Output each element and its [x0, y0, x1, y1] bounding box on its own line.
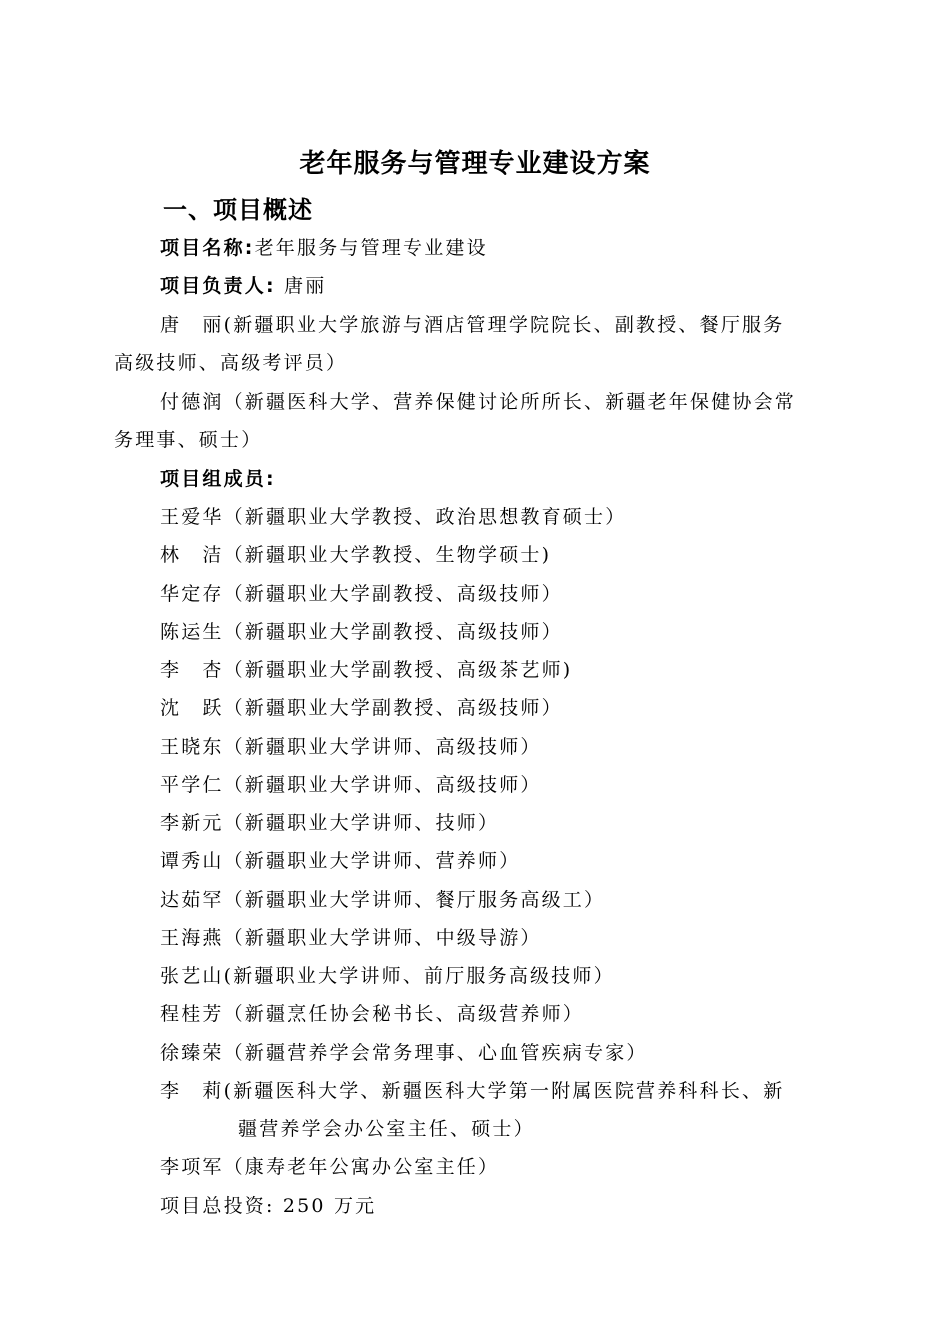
project-leader-label: 项目负责人:	[160, 275, 276, 297]
member-line: 李项军（康寿老年公寓办公室主任）	[160, 1156, 500, 1178]
project-name-line	[160, 233, 488, 263]
project-name-label: 项目名称:	[160, 237, 255, 259]
leader-entry-line: 付德润（新疆医科大学、营养保健讨论所所长、新疆老年保健协会常	[160, 391, 797, 413]
total-investment-line: 项目总投资: 250 万元	[160, 1195, 377, 1217]
leader-entry-continuation: 务理事、硕士）	[114, 429, 263, 451]
project-name-value: 老年服务与管理专业建设	[254, 237, 488, 259]
member-line: 平学仁（新疆职业大学讲师、高级技师）	[160, 774, 542, 796]
member-line-continuation: 疆营养学会办公室主任、硕士）	[238, 1118, 535, 1140]
leader-entry-continuation: 高级技师、高级考评员）	[114, 352, 348, 374]
members-label: 项目组成员:	[160, 468, 276, 490]
member-line: 王晓东（新疆职业大学讲师、高级技师）	[160, 736, 542, 758]
member-line: 林 洁（新疆职业大学教授、生物学硕士)	[160, 544, 552, 566]
member-line: 徐臻荣（新疆营养学会常务理事、心血管疾病专家）	[160, 1042, 648, 1064]
member-line: 陈运生（新疆职业大学副教授、高级技师）	[160, 621, 563, 643]
member-line: 李新元（新疆职业大学讲师、技师）	[160, 812, 500, 834]
member-line: 沈 跃（新疆职业大学副教授、高级技师）	[160, 697, 563, 719]
document-title: 老年服务与管理专业建设方案	[299, 149, 651, 179]
project-leader-value: 唐丽	[275, 275, 327, 297]
member-line: 张艺山(新疆职业大学讲师、前厅服务高级技师）	[160, 965, 615, 987]
member-line: 谭秀山（新疆职业大学讲师、营养师）	[160, 850, 521, 872]
member-line: 李 莉(新疆医科大学、新疆医科大学第一附属医院营养科科长、新	[160, 1080, 785, 1102]
member-line: 达茹罕（新疆职业大学讲师、餐厅服务高级工）	[160, 889, 606, 911]
member-line: 华定存（新疆职业大学副教授、高级技师）	[160, 583, 563, 605]
member-line: 王爱华（新疆职业大学教授、政治思想教育硕士）	[160, 506, 627, 528]
leader-entry-line: 唐 丽(新疆职业大学旅游与酒店管理学院院长、副教授、餐厅服务	[160, 314, 785, 336]
member-line: 程桂芳（新疆烹任协会秘书长、高级营养师）	[160, 1003, 585, 1025]
member-line: 王海燕（新疆职业大学讲师、中级导游）	[160, 927, 542, 949]
section-heading: 一、项目概述	[163, 196, 313, 224]
project-leader-line	[160, 271, 326, 301]
member-line: 李 杏（新疆职业大学副教授、高级茶艺师)	[160, 659, 573, 681]
